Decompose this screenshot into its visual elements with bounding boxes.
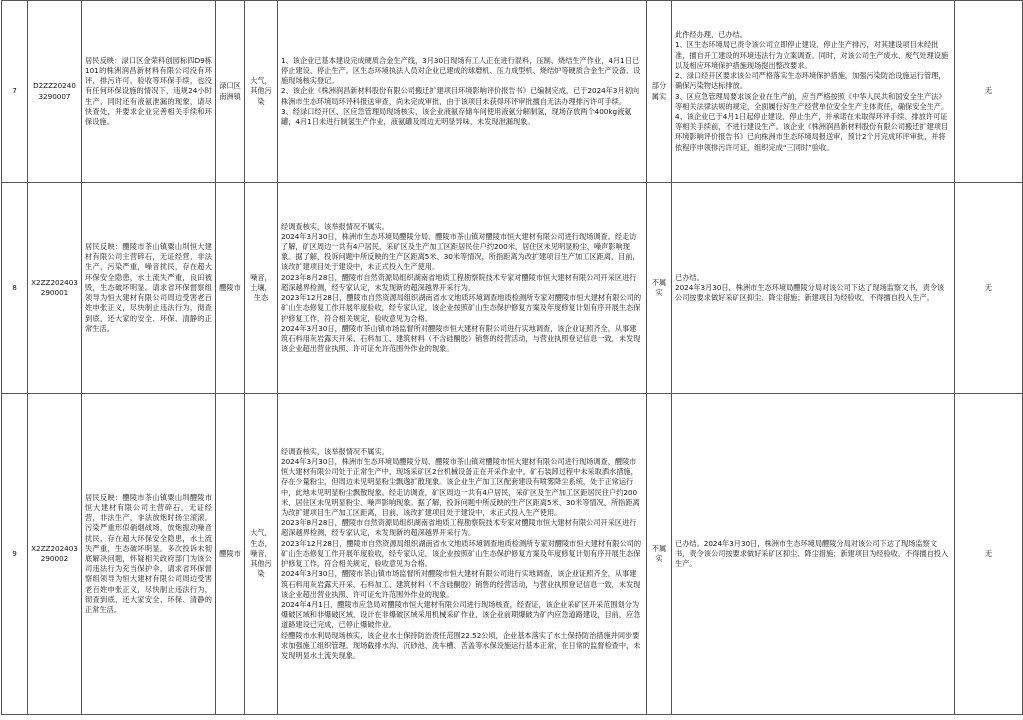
handling-result-paragraph: 已办结。 xyxy=(675,272,704,282)
investigation-result xyxy=(278,394,647,715)
case-code: X2ZZ202403290001 xyxy=(28,183,82,394)
verdict: 不属实 xyxy=(647,394,672,715)
investigation-result-paragraph: 2、该企业《株洲润昌新材料股份有限公司搬迁扩建项目环境影响评价报告书》已编制完成，已于2024年3月初向株洲市生态环境局环评科报送审查，尚未完成审批，由于该项目未获得环评审批擅自无法办理排污许可手续。 xyxy=(281,86,640,106)
complaint-text: 居民反映：渌口区金荣科创园标四D9栋101的株洲润昌新材料有限公司没有环评，排污许可，验收等环保手续，也没有任何环保设施的情况下，违规24小时生产，同时还有液氨泄漏的现象，请尽快查处，并要求企业完善相关手续和环保设施。 xyxy=(82,1,216,183)
case-code: X2ZZ202403290002 xyxy=(28,394,82,715)
investigation-result xyxy=(278,183,647,394)
row-index: 9 xyxy=(2,394,28,715)
verdict: 不属实 xyxy=(647,183,672,394)
investigation-result-paragraph: 2024年3月30日，醴陵市茶山镇市场监督所对醴陵市恒大建材有限公司进行实地调查，该企业证照齐全，从事建筑石料用灰岩露天开采、石料加工、建筑材料（不含硅酮胶）销售的经营活动，与营业执照登记信息一致，未发现该企业超出营业执照、许可证允许范围外作业的现象。 xyxy=(281,569,641,599)
accountability: 无 xyxy=(955,394,1023,715)
handling-result-paragraph: 3、区应急管理局要求该企业在生产前，应当严格按照《中华人民共和国安全生产法》等相关法律法规的规定，全面履行好生产经营单位安全生产主体责任，确保安全生产。 xyxy=(675,91,949,111)
table-row xyxy=(2,183,1023,394)
pollution-type: 噪音，土壤，生态 xyxy=(245,183,278,394)
investigation-result-paragraph: 2024年3月30日，醴陵市茶山镇市场监督所对醴陵市恒大建材有限公司进行实地调查，该企业证照齐全，从事建筑石料用灰岩露天开采、石料加工、建筑材料（不含硅酮胶）销售的经营活动，与营业执照登记信息一致，未发现该企业超出营业执照、许可证允许范围外作业的现象。 xyxy=(281,323,641,354)
investigation-result-paragraph: 经调查核实，该举报情况不属实。 xyxy=(281,221,389,231)
table-row xyxy=(2,1,1023,183)
district: 醴陵市 xyxy=(216,394,245,715)
table-row xyxy=(2,394,1023,715)
pollution-type: 大气，其他污染 xyxy=(245,1,278,183)
investigation-result-paragraph: 2023年12月28日，醴陵市自然资源局组织湖南省水文地质环境调查地质检测所专家对醴陵市恒大建材有限公司的矿山生态修复工作开展年度验收，经专家认定，该企业按照矿山生态保护修复方案及年度修复计划有序开展生态保护修复工作，符合相关规定，验收意见为合格。 xyxy=(281,538,642,569)
handling-result-paragraph: 1、区生态环境局已责令该公司立即停止建设、停止生产排污，对其建设项目未经批准，擅自开工建设的环境违法行为立案调查。同时，对该公司生产废水、废气处理设施以及相应环境保护措施现场提出整改要求。 xyxy=(675,40,949,70)
case-table-body xyxy=(2,1,1023,715)
complaint-text: 居民反映：醴陵市茶山镇粟山圳醴陵市恒大建材有限公司主营碎石，无证经营，非法生产，非法放炮时扬尘滚滚，污染严重形似硝烟战场，放炮振动噪音扰民，存在超大环保安全隐患，水土流失严重，生态破坏明显。多次投诉未彻底解决问题，怀疑相关政府部门为该公司违法行为充当保护伞，请求省环保督察组领导为恒大建材有限公司周边受害老百姓申张正义，尽快制止违法行为，彻查到底，还大家安全、环保、清静的正常生活。 xyxy=(82,394,216,715)
investigation-result-paragraph: 2023年8月28日，醴陵市自然资源局组织湖南省地质工程勘察院技术专家对醴陵市恒大建材有限公司开采区进行超深越界检测，经专家认定，未发现新的超深越界开采行为。 xyxy=(281,272,637,292)
investigation-result-paragraph: 2023年12月28日，醴陵市自然资源局组织湖南省水文地质环境调查地质检测所专家对醴陵市恒大建材有限公司的矿山生态修复工作开展年度验收，经专家认定，该企业按照矿山生态保护修复方案及年度修复计划有序开展生态保护修复工作，符合相关规定，验收意见为合格。 xyxy=(281,293,642,323)
handling-result xyxy=(672,183,955,394)
row-index: 8 xyxy=(2,183,28,394)
row-index: 7 xyxy=(2,1,28,183)
investigation-result-paragraph: 经调查核实，该举报情况不属实。 xyxy=(281,446,389,456)
complaint-text: 居民反映：醴陵市茶山镇粟山圳恒大建材有限公司主营碎石，无证经营，非法生产，污染严重，噪音扰民，存在超大环保安全隐患，水土流失严重，良田被毁，生态破坏明显。请求省环保督察组领导为恒大建材有限公司周边受害老百姓申张正义，尽快制止违法行为，彻查到底，还大家的安全、环保、清静的正常生活。 xyxy=(82,183,216,394)
handling-result xyxy=(672,1,955,183)
accountability: 无 xyxy=(955,183,1023,394)
pollution-type: 大气，生态，噪音，其他污染 xyxy=(245,394,278,715)
case-code: D2ZZ202403290007 xyxy=(28,1,82,183)
handling-result-paragraph: 此件经办理，已办结。 xyxy=(675,30,747,40)
investigation-result-paragraph: 2024年4月1日，醴陵市应急局对醴陵市恒大建材有限公司进行现场核查，经查证，该企业采矿区开采范围划分为爆破区域和非爆破区域，设计在非爆破区域采用机械采矿作业，该企业前期爆破为矿内应急道路建设，目前，应急道路建设已完成，已停止爆破作业。 xyxy=(281,599,641,630)
case-table xyxy=(1,0,1023,715)
district: 醴陵市 xyxy=(216,183,245,394)
handling-result-paragraph: 4、该企业已于4月1日起停止建设、停止生产，并承诺在未取得环评手续、排放许可证等相关手续前，不进行建设生产。该企业《株洲润昌新材料股份有限公司搬迁扩建项目环境影响评价报告书》已向株洲市生态环境局报送审，预计2个月完成环评审批，并将依程序申领排污许可证，组织完成“三同时”验收。 xyxy=(675,111,949,152)
verdict: 部分属实 xyxy=(647,1,672,183)
handling-result-paragraph: 2、渌口经开区要求该公司严格落实生态环境保护措施，加强污染防治设施运行管理，确保污染物达标排放。 xyxy=(675,71,946,91)
investigation-result-paragraph: 2023年8月28日，醴陵市自然资源局组织湖南省地质工程勘察院技术专家对醴陵市恒大建材有限公司开采区进行超深越界检测，经专家认定，未发现新的超深越界开采行为。 xyxy=(281,518,637,538)
investigation-result-paragraph: 3、经渌口经开区、区应急管理局现场核实，该企业液氨存储车间使用液氨分解制氢，现场存放两个400kg液氨罐，4月1日未进行制氢生产作业，液氨罐及周边无明显异味，未发现泄漏现象。 xyxy=(281,106,632,127)
investigation-result-paragraph: 经醴陵市水利局现场核实，该企业水土保持防治责任范围22.52公顷，企业基本落实了水土保持防治措施并同步要求加强施工组织管理。现场截排水沟、沉砂池、洗车槽、苦盖等水保设施运行基本正常，在日常的监督检查中，未发现明显水土流失现象。 xyxy=(281,630,641,661)
handling-result-paragraph: 2024年3月30日，株洲市生态环境局醴陵分局对该公司下达了现场监察文书，责令该公司按要求做好采矿区抑尘、降尘措施；新建项目为经验收，不得擅自投入生产。 xyxy=(675,282,945,303)
accountability: 无 xyxy=(955,1,1023,183)
investigation-result-paragraph: 1、该企业已基本建设完成硬质合金生产线，3月30日现场有工人正在进行混料，压制、烧结生产作业，4月1日已停止建设、停止生产。区生态环境执法人员对企业已建成的球磨机、压力成型机、烧结炉等硬质合金生产设备、设施现场核实登记。 xyxy=(281,55,641,86)
handling-result xyxy=(672,394,955,715)
district: 渌口区南洲镇 xyxy=(216,1,245,183)
investigation-result-paragraph: 2024年3月30日，株洲市生态环境局醴陵分局、醴陵市茶山镇对醴陵市恒大建材有限公司进行现场调查。经走访了解，矿区周边一共有4户居民，采矿区及生产加工区距居民住户约200米，居住区未见明显粉尘、噪声影响现象。据了解，投诉问题中所反映的生产区距离5米、30米等情况，所指距离为改扩建项目生产加工区距离，目前，该改扩建项目处于建设中，未正式投入生产使用。 xyxy=(281,231,640,272)
handling-result-paragraph: 已办结。2024年3月30日，株洲市生态环境局醴陵分局对该公司下达了现场监察文书，责令该公司按要求做好采矿区抑尘、降尘措施；新建项目为经验收，不得擅自投入生产。 xyxy=(675,538,949,569)
investigation-result-paragraph: 2024年3月30日，株洲市生态环境局醴陵分局、醴陵市茶山镇对醴陵市恒大建材有限公司进行现场调查，醴陵市恒大建材有限公司处于正常生产中，现场采矿区2台机械设备正在开采作业中，矿石装卸过程中未采取洒水措施，存在少量粉尘，但周边未见明显粉尘飘逸扩散现象。该企业生产加工区配套建设有喷雾降尘系统，处于正常运行中，此地未见明显粉尘飘散现象。经走访调查，矿区周边一共有4户居民，采矿区及生产加工区距居民住户约200米，居住区未见明显粉尘、噪声影响现象。据了解，投诉问题中所反映的生产区距离5米、30米等情况，所指距离为改扩建项目生产加工区距离，目前，该改扩建项目处于建设中，未正式投入生产使用。 xyxy=(281,456,640,518)
investigation-result xyxy=(278,1,647,183)
